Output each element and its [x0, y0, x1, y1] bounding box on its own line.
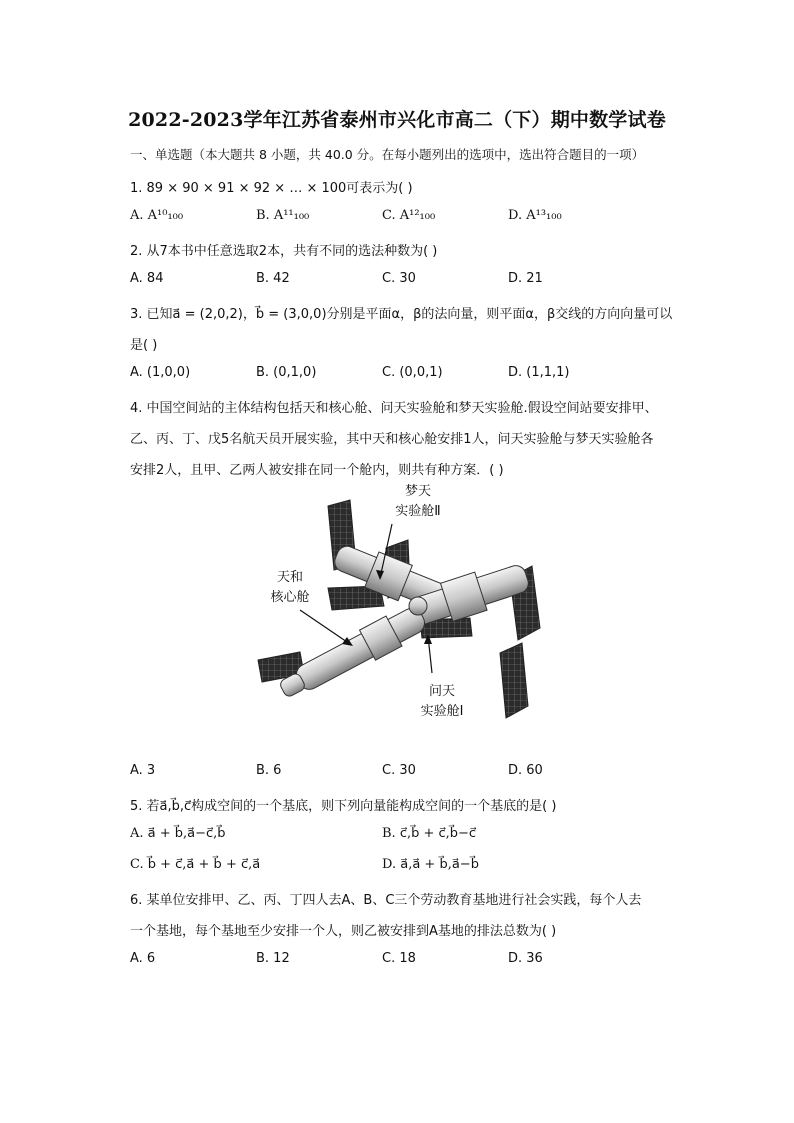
option-a: A. 84: [130, 271, 164, 286]
option-d: D. (1,1,1): [508, 365, 570, 380]
option-c: C. 30: [382, 271, 416, 286]
option-b: B. c⃗,b⃗ + c⃗,b⃗−c⃗: [382, 826, 477, 841]
question-3-stem-line-1: 3. 已知a⃗ = (2,0,2)，b⃗ = (3,0,0)分别是平面α，β的法向量，则平面α，β交线的方向向量可以: [130, 307, 673, 322]
space-station-figure: [250, 478, 550, 728]
option-a: A. A¹⁰₁₀₀: [130, 208, 184, 223]
question-6-stem-line-2: 一个基地，每个基地至少安排一个人，则乙被安排到A基地的排法总数为( ): [130, 924, 557, 939]
option-d: D. 60: [508, 763, 543, 778]
solar-panel: [500, 643, 528, 718]
question-3-stem-line-2: 是( ): [130, 338, 158, 353]
option-c: C. 30: [382, 763, 416, 778]
question-5-options-row-1: [130, 826, 690, 844]
question-4-stem-line-1: 4. 中国空间站的主体结构包括天和核心舱、问天实验舱和梦天实验舱.假设空间站要安排甲、: [130, 401, 658, 416]
question-2-options: [130, 271, 690, 289]
option-b: B. 12: [256, 951, 290, 966]
question-1-stem: 1. 89 × 90 × 91 × 92 × … × 100可表示为( ): [130, 181, 413, 196]
question-4-options: [130, 763, 690, 781]
section-heading: 一、单选题（本大题共 8 小题，共 40.0 分。在每小题列出的选项中，选出符合题目的一项）: [130, 147, 645, 162]
question-6-options: [130, 951, 690, 969]
option-d: D. a⃗,a⃗ + b⃗,a⃗−b⃗: [382, 857, 479, 872]
question-4-stem-line-2: 乙、丙、丁、戊5名航天员开展实验，其中天和核心舱安排1人，问天实验舱与梦天实验舱各: [130, 432, 654, 447]
question-6-stem-line-1: 6. 某单位安排甲、乙、丙、丁四人去A、B、C三个劳动教育基地进行社会实践，每个人去: [130, 893, 642, 908]
page-title: 2022-2023学年江苏省泰州市兴化市高二（下）期中数学试卷: [128, 109, 666, 131]
label-mengtian: 梦天 实验舱Ⅱ: [395, 484, 441, 519]
option-a: A. a⃗ + b⃗,a⃗−c⃗,b⃗: [130, 826, 226, 841]
question-4-stem-line-3: 安排2人，且甲、乙两人被安排在同一个舱内，则共有种方案．( ): [130, 463, 504, 478]
option-c: C. A¹²₁₀₀: [382, 208, 436, 223]
option-c: C. (0,0,1): [382, 365, 443, 380]
question-1-options: [130, 208, 690, 226]
option-b: B. (0,1,0): [256, 365, 317, 380]
option-c: C. b⃗ + c⃗,a⃗ + b⃗ + c⃗,a⃗: [130, 857, 261, 872]
question-3-options: [130, 365, 690, 383]
label-wentian: 问天 实验舱Ⅰ: [420, 684, 464, 719]
option-b: B. 42: [256, 271, 290, 286]
label-tianhe: 天和 核心舱: [270, 570, 310, 605]
option-d: D. 36: [508, 951, 543, 966]
option-c: C. 18: [382, 951, 416, 966]
option-d: D. 21: [508, 271, 543, 286]
option-a: A. 3: [130, 763, 156, 778]
option-b: B. A¹¹₁₀₀: [256, 208, 310, 223]
option-b: B. 6: [256, 763, 282, 778]
docking-hub: [409, 597, 427, 615]
option-a: A. (1,0,0): [130, 365, 191, 380]
option-d: D. A¹³₁₀₀: [508, 208, 562, 223]
question-5-options-row-2: [130, 857, 690, 875]
question-5-stem: 5. 若a⃗,b⃗,c⃗构成空间的一个基底，则下列向量能构成空间的一个基底的是( ): [130, 799, 557, 814]
question-2-stem: 2. 从7本书中任意选取2本，共有不同的选法种数为( ): [130, 244, 438, 259]
option-a: A. 6: [130, 951, 156, 966]
